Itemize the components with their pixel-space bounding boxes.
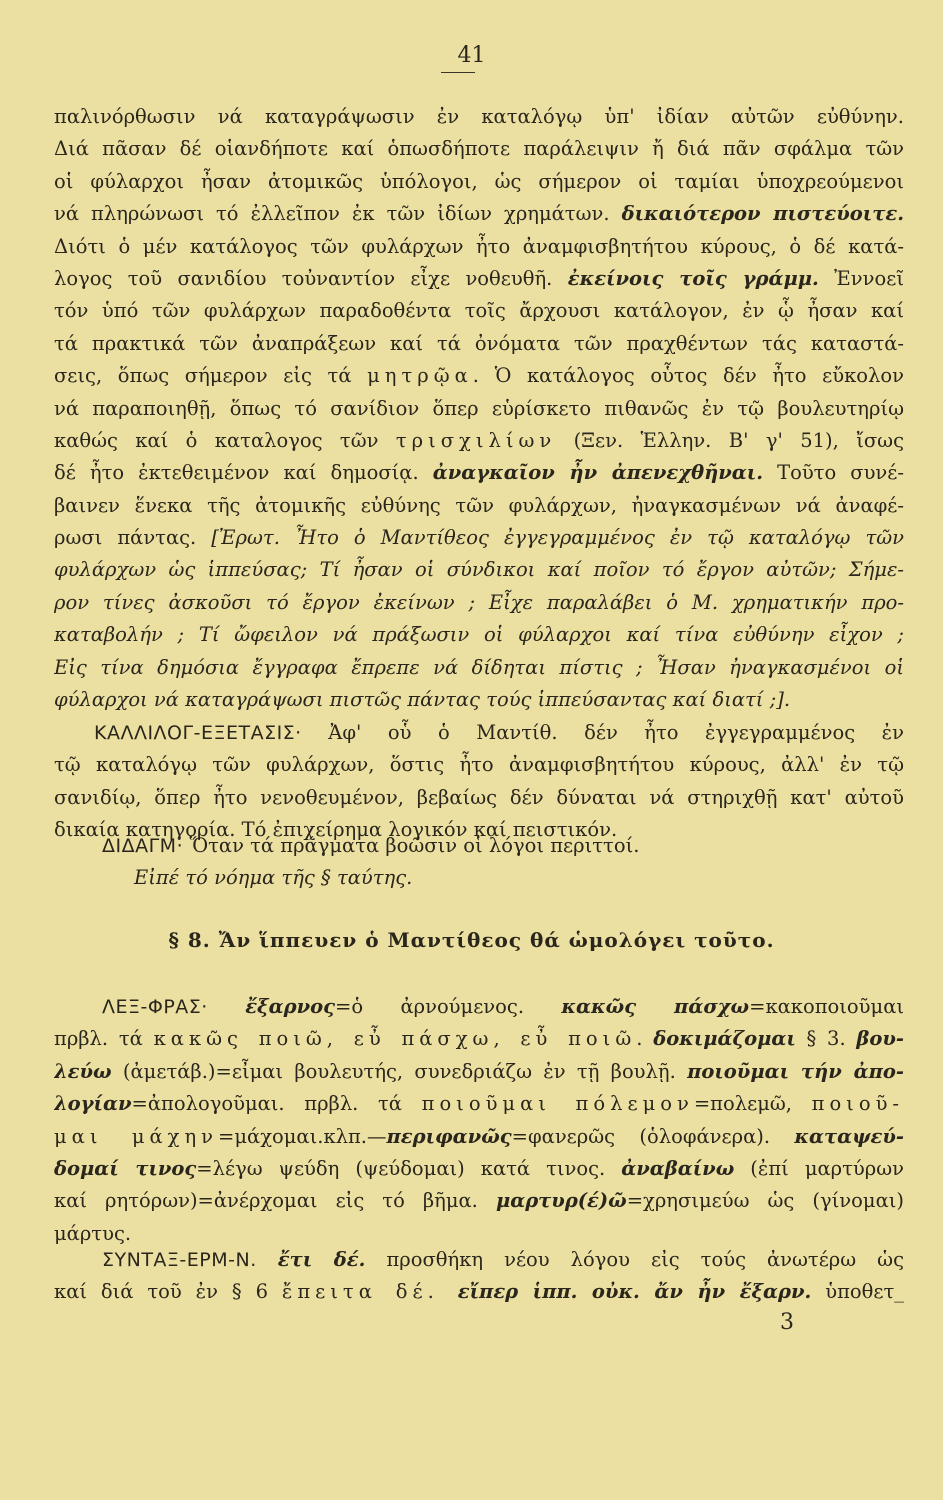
signature-mark: 3 xyxy=(780,1310,794,1335)
lexfras-label: ΛΕΞ-ΦΡΑΣ· xyxy=(102,996,208,1018)
text-line: ρον τίνες ἀσκοῦσι τό ἔργον ἐκείνων ; Εἶχε παραλάβει ὁ Μ. χρηματικήν προ- xyxy=(54,590,904,614)
text-line: τῷ καταλόγῳ τῶν φυλάρχων, ὅστις ἦτο ἀναμφισβητήτου κύρους, ἀλλ' ἐν τῷ xyxy=(54,753,904,777)
text-line: ρωσι πάντας. [Ἐρωτ. Ἦτο ὁ Μαντίθεος ἐγγεγραμμένος ἐν τῷ καταλόγῳ τῶν xyxy=(54,526,904,550)
text-line: ΚΑΛΛΙΛΟΓ-ΕΞΕΤΑΣΙΣ· Ἀφ' οὗ ὁ Μαντίθ. δέν ἦτο ἐγγεγραμμένος ἐν xyxy=(94,721,904,744)
text-line: πρβλ. τά κακῶς ποιῶ, εὖ πάσχω, εὖ ποιῶ. δοκιμάζομαι § 3. βου- xyxy=(54,1027,904,1051)
text-line: φύλαρχοι νά καταγράψωσι πιστῶς πάντας τούς ἱππεύσαντας καί διατί ;]. xyxy=(54,688,791,712)
section-heading: § 8. Ἄν ἵππευεν ὁ Μαντίθεος θά ὡμολόγει τοῦτο. xyxy=(168,928,775,952)
text-line: βαινεν ἕνεκα τῆς ἀτομικῆς εὐθύνης τῶν φυλάρχων, ἠναγκασμένων νά ἀναφέ- xyxy=(54,493,904,517)
text-line: μάρτυς. xyxy=(54,1221,132,1245)
commentary-paragraph xyxy=(54,101,904,716)
kalliloge-label: ΚΑΛΛΙΛΟΓ-ΕΞΕΤΑΣΙΣ· xyxy=(94,722,302,744)
text-line: ΣΥΝΤΑΞ-ΕΡΜ-Ν. ἔτι δέ. προσθήκη νέου λόγου εἰς τούς ἀνωτέρω ὡς xyxy=(102,1248,904,1271)
text-line: μαι μάχην=μάχομαι.κλπ.—περιφανῶς=φανερῶς (ὁλοφάνερα). καταψεύ- xyxy=(54,1124,904,1148)
lexfras-paragraph xyxy=(54,991,904,1250)
text-line: λογίαν=ἀπολογοῦμαι. πρβλ. τά ποιοῦμαι πόλεμον=πολεμῶ, ποιοῦ- xyxy=(54,1092,904,1116)
text-line: καί διά τοῦ ἐν § 6 ἔπειτα δέ. εἴπερ ἱππ. οὐκ. ἄν ἦν ἔξαρν. ὑποθετ_ xyxy=(54,1280,904,1304)
text-line: Εἰς τίνα δημόσια ἔγγραφα ἔπρεπε νά δίδηται πίστις ; Ἦσαν ἠναγκασμένοι οἱ xyxy=(54,655,904,679)
syntax-label: ΣΥΝΤΑΞ-ΕΡΜ-Ν. xyxy=(102,1249,257,1271)
text-line: καί ρητόρων)=ἀνέρχομαι εἰς τό βῆμα. μαρτυρ(έ)ῶ=χρησιμεύω ὡς (γίνομαι) xyxy=(54,1189,904,1213)
text-line: δομαί τινος=λέγω ψεύδη (ψεύδομαι) κατά τινος. ἀναβαίνω (ἐπί μαρτύρων xyxy=(54,1156,904,1180)
text-line: νά παραποιηθῇ, ὅπως τό σανίδιον ὅπερ εὑρίσκετο πιθανῶς ἐν τῷ βουλευτηρίῳ xyxy=(54,396,904,420)
text-line: νά πληρώνωσι τό ἐλλεῖπον ἐκ τῶν ἰδίων χρημάτων. δικαιότερον πιστεύοιτε. xyxy=(54,202,904,226)
page-number-rule xyxy=(441,72,475,73)
text-line: Διότι ὁ μέν κατάλογος τῶν φυλάρχων ἦτο ἀναμφισβητήτου κύρους, ὁ δέ κατά- xyxy=(54,234,904,258)
didagma-paragraph xyxy=(54,830,904,895)
text-line: λεύω (ἀμετάβ.)=εἶμαι βουλευτής, συνεδριάζω ἐν τῇ βουλῇ. ποιοῦμαι τήν ἀπο- xyxy=(54,1059,904,1083)
text-line: καθώς καί ὁ καταλογος τῶν τρισχιλίων (Ξεν. Ἑλλην. Β' γ' 51), ἴσως xyxy=(54,428,904,452)
text-line: οἱ φύλαρχοι ἦσαν ἀτομικῶς ὑπόλογοι, ὡς σήμερον οἱ ταμίαι ὑποχρεούμενοι xyxy=(54,169,904,193)
question-prompt: Εἰπέ τό νόημα τῆς § ταύτης. xyxy=(134,866,413,890)
text-line: λογος τοῦ σανιδίου τοὐναντίον εἶχε νοθευθῆ. ἐκείνοις τοῖς γράμμ. Ἐννοεῖ xyxy=(54,266,904,290)
syntax-paragraph xyxy=(54,1244,904,1309)
page-number: 41 xyxy=(0,42,943,70)
text-line: παλινόρθωσιν νά καταγράψωσιν ἐν καταλόγῳ ὑπ' ἰδίαν αὐτῶν εὐθύνην. xyxy=(54,105,904,128)
didagma-label: ΔΙΔΑΓΜ· xyxy=(102,835,184,857)
kalliloge-paragraph xyxy=(54,717,904,847)
text-line: τά πρακτικά τῶν ἀναπράξεων καί τά ὀνόματα τῶν πραχθέντων τάς καταστά- xyxy=(54,331,904,355)
text-line: καταβολήν ; Τί ὤφειλον νά πράξωσιν οἱ φύλαρχοι καί τίνα εὐθύνην εἶχον ; xyxy=(54,623,904,647)
text-line: δικαία κατηγορία. Τό ἐπιχείρημα λογικόν καί πειστικόν. xyxy=(54,818,618,842)
text-line: σανιδίῳ, ὅπερ ἦτο νενοθευμένον, βεβαίως δέν δύναται νά στηριχθῇ κατ' αὐτοῦ xyxy=(54,785,904,809)
text-line: σεις, ὅπως σήμερον εἰς τά μητρῷα. Ὁ κατάλογος οὗτος δέν ἦτο εὔκολον xyxy=(54,364,904,388)
text-line: φυλάρχων ὡς ἱππεύσας; Τί ἦσαν οἱ σύνδικοι καί ποῖον τό ἔργον αὐτῶν; Σήμε- xyxy=(54,558,904,582)
text-line: ΛΕΞ-ΦΡΑΣ· ἔξαρνος=ὁ ἀρνούμενος. κακῶς πάσχω=κακοποιοῦμαι xyxy=(102,995,904,1018)
text-line: δέ ἦτο ἐκτεθειμένον καί δημοσίᾳ. ἀναγκαῖον ἦν ἀπενεχθῆναι. Τοῦτο συνέ- xyxy=(54,461,904,485)
text-line: ΔΙΔΑΓΜ· Ὅταν τά πράγματα βοῶσιν οἱ λόγοι περιττοί. xyxy=(102,834,640,857)
text-line: τόν ὑπό τῶν φυλάρχων παραδοθέντα τοῖς ἄρχουσι κατάλογον, ἐν ᾧ ἦσαν καί xyxy=(54,299,904,323)
text-line: Διά πᾶσαν δέ οἱανδήποτε καί ὁπωσδήποτε παράλειψιν ἤ διά πᾶν σφάλμα τῶν xyxy=(54,137,904,161)
